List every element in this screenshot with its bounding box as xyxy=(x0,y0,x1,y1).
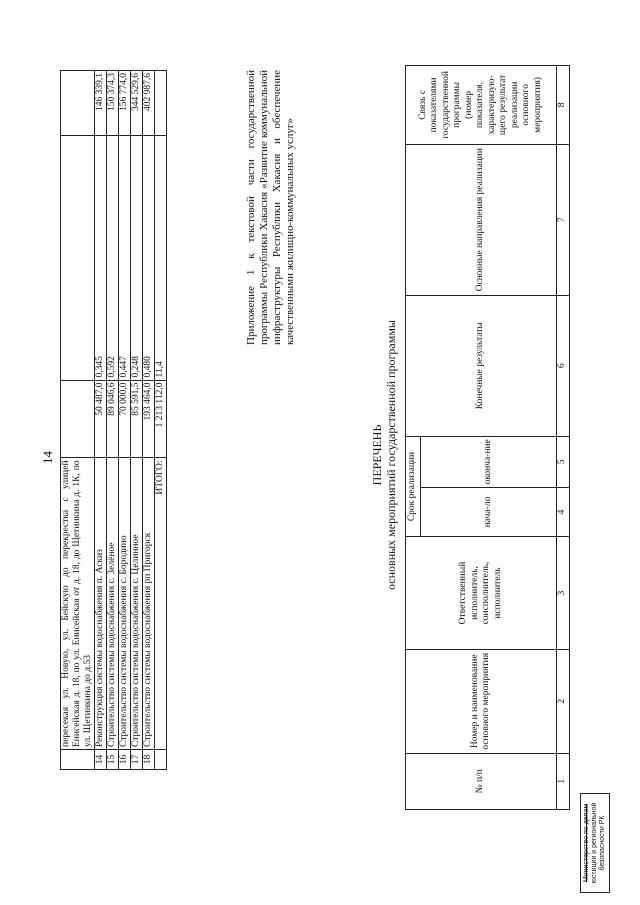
row-name: Строительство системы водоснабжения с. Зелёное xyxy=(107,458,119,750)
column-number: 1 xyxy=(557,753,570,809)
row-indicator: 0,248 xyxy=(131,135,143,380)
header-number: № п/п xyxy=(406,753,557,809)
header-start: нача-ло xyxy=(421,487,557,536)
header-measure-name: Номер и наименование основного мероприятия xyxy=(406,649,557,753)
row-cost: 193 464,0 xyxy=(143,380,155,458)
row-indicator: 0,345 xyxy=(95,135,107,380)
header-results: Конечные результаты xyxy=(406,295,557,436)
column-number: 8 xyxy=(557,66,570,145)
table-row xyxy=(95,71,107,770)
row-cost: 89 046,6 xyxy=(107,380,119,458)
row-name: Строительство системы водоснабжения с. Целинное xyxy=(131,458,143,750)
column-number: 2 xyxy=(557,649,570,753)
table-row xyxy=(107,71,119,770)
row-number: 16 xyxy=(119,750,131,770)
header-period: Срок реализации xyxy=(406,436,421,536)
table-total-row xyxy=(155,71,167,770)
row-indicator: 0,480 xyxy=(143,135,155,380)
row-cost: 85 591,5 xyxy=(131,380,143,458)
table-row xyxy=(131,71,143,770)
row-number: 18 xyxy=(143,750,155,770)
row-indicator: 0,447 xyxy=(119,135,131,380)
stamp-line: Министерство по делам xyxy=(583,803,590,883)
column-number: 5 xyxy=(557,436,570,487)
header-indicator-link: Связь с показателями государственной программы (номер показателя, характеризую-щего результат реализации основного мероприятия) xyxy=(406,66,557,145)
list-title xyxy=(370,155,398,755)
top-table xyxy=(60,70,167,770)
stamp-line: безопасности РК xyxy=(599,815,606,871)
table-row xyxy=(61,71,95,770)
column-number: 3 xyxy=(557,537,570,650)
row-cost: 50 487,0 xyxy=(95,380,107,458)
list-title-heading: ПЕРЕЧЕНЬ xyxy=(370,424,384,486)
row-indicator: 0,592 xyxy=(107,135,119,380)
list-title-subheading: основных мероприятий государственной программы xyxy=(384,320,398,591)
column-number: 7 xyxy=(557,144,570,295)
stamp-line: юстиции и региональной xyxy=(591,802,598,884)
row-name: Реконструкция системы водоснабжения п. Аскиз xyxy=(95,458,107,750)
total-cost: 1 213 112,0 xyxy=(155,380,167,458)
row-total: 344 529,6 xyxy=(131,71,143,136)
address-continuation: пересекая ул. Новую, ул. Бейскую до перекрестка с улицей Енисейская д. 18, по ул. Енисейская от д. 18, до Щетинкина д. 1К, по ул. Щетинкина до д.53 xyxy=(61,458,95,750)
table-row xyxy=(143,71,155,770)
row-cost: 70 000,0 xyxy=(119,380,131,458)
row-total: 146 339,1 xyxy=(95,71,107,136)
row-total: 156 774,0 xyxy=(119,71,131,136)
column-number: 4 xyxy=(557,487,570,536)
table-row xyxy=(119,71,131,770)
row-total: 150 374,3 xyxy=(107,71,119,136)
row-total: 402 987,6 xyxy=(143,71,155,136)
row-number: 14 xyxy=(95,750,107,770)
header-end: оконча-ние xyxy=(421,436,557,487)
appendix-note: Приложение 1 к текстовой части государственной программы Республики Хакасия «Развитие коммунальной инфраструктуры Республики Хакасия и обеспечение качественными жилищно-коммунальных услуг» xyxy=(245,70,296,345)
column-number: 6 xyxy=(557,295,570,436)
column-number-row xyxy=(557,66,570,810)
total-label: ИТОГО: xyxy=(155,458,167,750)
total-indicator: 11,4 xyxy=(155,135,167,380)
measures-table xyxy=(405,65,570,810)
page-number: 14 xyxy=(40,451,55,464)
ministry-stamp xyxy=(580,793,610,893)
row-number: 17 xyxy=(131,750,143,770)
row-name: Строительство системы водоснабжения рп Пригорск xyxy=(143,458,155,750)
row-name: Строительство системы водоснабжения с. Бородино xyxy=(119,458,131,750)
table-header-row xyxy=(406,66,421,810)
row-number: 15 xyxy=(107,750,119,770)
header-executor: Ответственный исполнитель, соисполнитель, исполнитель xyxy=(406,537,557,650)
header-directions: Основные направления реализации xyxy=(406,144,557,295)
